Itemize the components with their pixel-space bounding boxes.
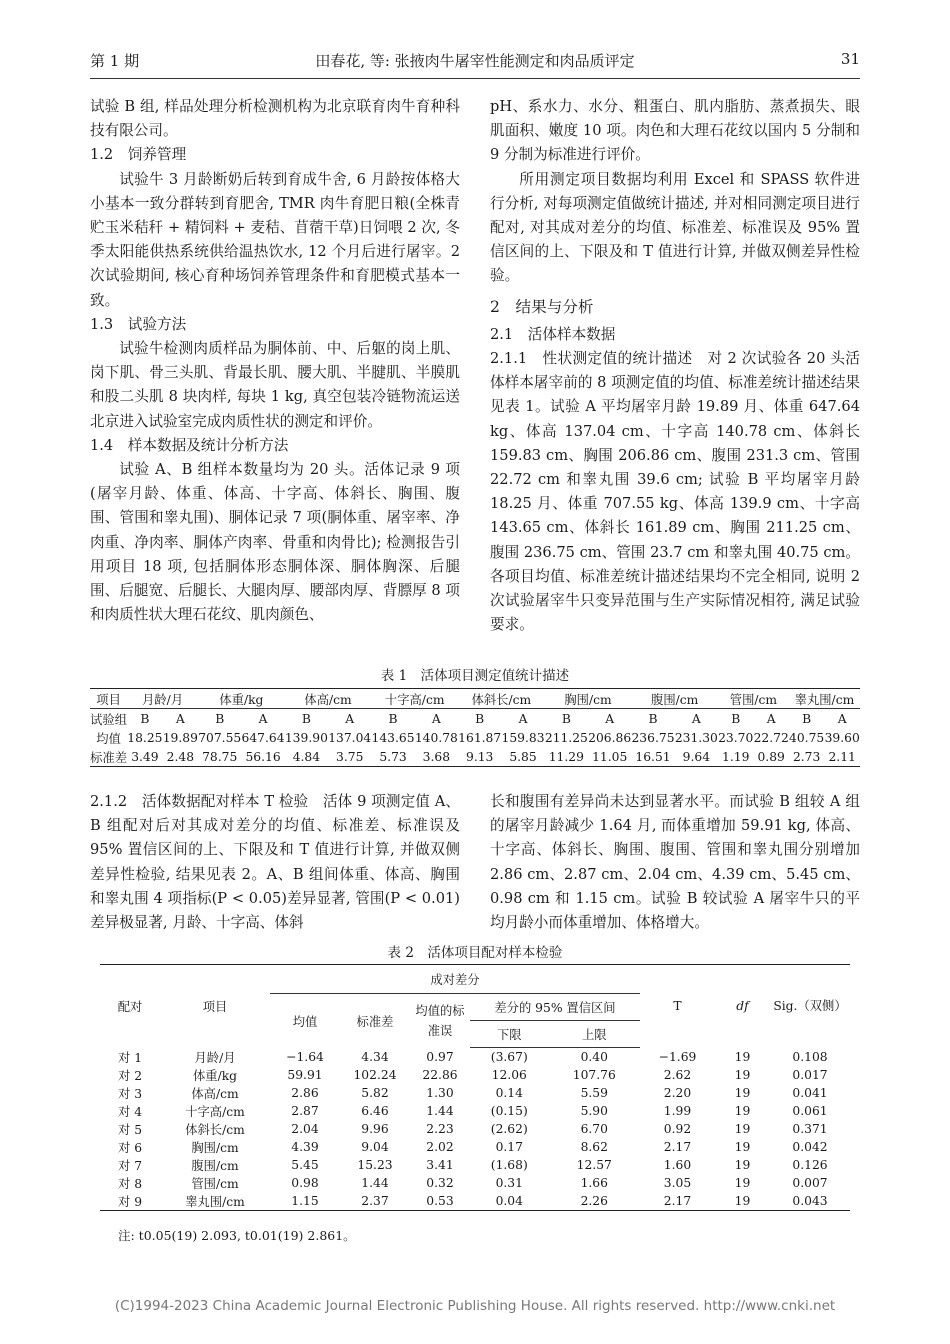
table-cell: 体斜长/cm [185,1123,245,1137]
table-cell: (2.62) [490,1122,528,1136]
table2-note: 注: t0.05(19) 2.093, t0.01(19) 2.861。 [118,1228,356,1243]
table-cell: 9.04 [361,1140,389,1154]
table-cell: 月龄/月 [127,689,198,709]
t2-h-sig: Sig.（双侧） [770,965,850,1048]
table-cell: −1.64 [286,1049,324,1064]
table-cell: 12.06 [491,1068,527,1082]
table-cell: 2.17 [663,1140,692,1154]
paragraph: pH、系水力、水分、粗蛋白、肌内脂肪、蒸煮损失、眼肌面积、嫩度 10 项。肉色和大理石花纹以国内 5 分制和 9 分制为标准进行评价。 [490,98,860,164]
table-cell: 均值 [96,731,121,746]
table-cell: 对 6 [117,1141,143,1155]
table-cell: 0.04 [470,1192,549,1211]
table-cell: 11.05 [588,747,631,767]
section-heading: 1.2 饲养管理 [90,146,187,164]
table-cell: 9.96 [361,1122,389,1136]
table-cell: 对 1 [117,1050,143,1065]
table-cell: 5.45 [291,1158,319,1172]
table-cell: 40.75 [789,730,825,745]
table-cell: 3.75 [328,747,371,767]
table-cell: 161.87 [458,730,502,745]
table-cell: 0.126 [792,1158,828,1172]
table2-caption: 表 2 活体项目配对样本检验 [387,945,563,961]
table-cell: 39.60 [824,730,860,745]
t2-h-df: df [715,965,770,1048]
table-cell: 十字高/cm [185,1105,245,1119]
paragraph: 试验 A、B 组样本数量均为 20 头。活体记录 9 项(屠宰月龄、体重、体高、十字高、体斜长、胸围、腹围、管围和睾丸围)、胴体记录 7 项(胴体重、屠宰率、净肉重、净肉率、胴体产肉率、骨重和肉骨比); 检测报告引用项目 18 项, 包括胴体形态胴体深、胴体胸深、后腿围、后腿宽、后腿长、大腿肉厚、腰部肉厚、背膘厚 8 项和肉质性状大理石花纹、肌肉颜色、 [90,461,460,624]
table-cell: 3.05 [663,1176,692,1190]
t2-h-lo: 下限 [470,1021,549,1048]
table-cell: 0.98 [291,1176,319,1190]
table-row [100,1174,850,1192]
table-cell: 1.66 [580,1176,608,1190]
table-cell: 0.061 [792,1104,828,1118]
table-cell: 19 [734,1049,751,1064]
table-cell: 107.76 [572,1068,616,1082]
table-cell: A [837,711,847,726]
table-cell: A [258,711,268,726]
left-column-2 [90,790,460,935]
paragraph: 试验牛检测肉质样品为胴体前、中、后躯的岗上肌、岗下肌、骨三头肌、背最长肌、腰大肌、半腱肌、半膜肌和股二头肌 8 块肉样, 每块 1 kg, 真空包装冷链物流运送北京进入试验室完成肉质性状的测定和评价。 [90,340,460,430]
paragraph: 试验 B 组, 样品处理分析检测机构为北京联育肉牛育种科技有限公司。 [90,98,460,140]
table-cell: 0.31 [495,1176,523,1190]
table-cell: 707.55 [198,730,242,745]
t2-h-pair: 配对 [100,965,160,1048]
table-cell: A [691,711,701,726]
table-cell: B [215,711,225,726]
right-column-2 [490,790,860,935]
table-cell: 体高/cm [285,689,372,709]
table-cell: 56.16 [241,747,284,767]
paragraph: 长和腹围有差异尚未达到显著水平。而试验 B 组较 A 组的屠宰月龄减少 1.64 月, 而体重增加 59.91 kg, 体高、十字高、体斜长、胸围、腹围、管围和睾丸围分别增加 2.86 cm、2.87 cm、2.04 cm、4.39 cm、5.45 cm、0.98 cm 和 1.15 cm。试验 B 较试验 A 屠宰牛只的平均月龄小而体重增加、体格增大。 [490,793,860,932]
table-cell: 6.70 [580,1122,608,1136]
table-cell: (3.67) [490,1050,528,1064]
table-cell: 对 3 [117,1087,143,1101]
table-cell: 体重/kg [192,1069,238,1083]
table-cell: 3.49 [127,747,162,767]
table-cell: A [175,711,185,726]
table-cell: 0.92 [663,1122,692,1136]
table-cell: 胸围/cm [191,1141,239,1155]
table-cell: 0.97 [426,1049,454,1064]
issue-number: 第 1 期 [90,52,140,70]
table-cell: 6.46 [361,1104,389,1118]
table-cell: 0.043 [770,1192,850,1211]
table-cell: 0.53 [410,1192,470,1211]
copyright-footer: (C)1994-2023 China Academic Journal Electronic Publishing House. All rights reserved. http://www.cnki.net [114,1298,836,1314]
paragraph: 2.1.2 活体数据配对样本 T 检验 活体 9 项测定值 A、B 组配对后对其成对差分的均值、标准差、标准误及 95% 置信区间的上、下限及和 T 值进行计算, 并做双侧差异性检验, 结果见表 2。A、B 组间体重、体高、胸围和睾丸围 4 项指标(P < 0.05)差异显著, 管围(P < 0.01)差异极显著, 月龄、十字高、体斜 [90,793,460,932]
table-cell: 管围/cm [191,1177,239,1191]
table-cell: 0.108 [792,1049,828,1064]
table-row [100,1102,850,1120]
table-cell: 1.15 [270,1192,340,1211]
table-cell: 3.41 [426,1158,454,1172]
table-cell: 十字高/cm [371,689,458,709]
table-cell: 睾丸围/cm [789,689,860,709]
left-column [90,95,460,627]
table-cell: 19 [734,1140,751,1154]
table-cell: 140.78 [414,730,458,745]
table-cell: B [731,711,741,726]
table-cell: 0.40 [580,1050,608,1064]
table-cell: 159.83 [501,730,545,745]
paragraph: 2.1.1 性状测定值的统计描述 对 2 次试验各 20 头活体样本屠宰前的 8 项测定值的均值、标准差统计描述结果见表 1。试验 A 平均屠宰月龄 19.89 月、体重 647.64 kg、体高 137.04 cm、十字高 140.78 cm、体斜长 159.83 cm、胸围 206.86 cm、腹围 231.3 cm、管围 22.72 cm 和睾丸围 39.6 cm; 试验 B 平均屠宰月龄 18.25 月、体重 707.55 kg、体高 139.9 cm、十字高 143.65 cm、体斜长 161.89 cm、胸围 211.25 cm、腹围 236.75 cm、管围 23.7 cm 和睾丸围 40.75 cm。各项目均值、标准差统计描述结果均不完全相同, 说明 2 次试验屠宰牛只变异范围与生产实际情况相符, 满足试验要求。 [490,350,860,634]
table-cell: 0.017 [792,1068,828,1082]
table-cell: B [475,711,485,726]
table2 [100,964,850,1211]
table-cell: A [518,711,528,726]
table-cell: 5.59 [580,1086,608,1100]
table-cell: 腹围/cm [631,689,718,709]
table-cell: 0.042 [792,1140,828,1154]
table-cell: 胸围/cm [545,689,632,709]
t2-h-sd: 标准差 [356,1014,394,1029]
table-cell: 2.26 [549,1192,640,1211]
table-cell: 19 [734,1122,751,1136]
table-row [100,1138,850,1156]
table1-caption: 表 1 活体项目测定值统计描述 [380,668,570,684]
table-cell: 0.32 [426,1176,454,1190]
table-cell: (1.68) [490,1158,528,1172]
table-cell: 139.90 [284,730,328,745]
table-cell: 2.02 [426,1140,454,1154]
table-cell: 2.23 [426,1122,454,1136]
table-row [90,728,860,747]
table-cell: B [561,711,571,726]
table-cell: 19 [734,1086,751,1100]
table-cell: 5.73 [371,747,414,767]
table-cell: 19.89 [162,730,198,745]
table-cell: 体斜长/cm [458,689,545,709]
running-header [90,50,860,80]
table-cell: 22.86 [422,1068,458,1082]
table-cell: 1.30 [426,1086,454,1100]
section-heading: 1.4 样本数据及统计分析方法 [90,436,289,454]
table-cell: 0.17 [495,1140,523,1154]
table-cell: 15.23 [357,1158,393,1172]
table-row [90,689,860,709]
table-cell: 对 4 [117,1105,143,1119]
table-cell: 4.39 [291,1140,319,1154]
table-cell: 腹围/cm [191,1159,239,1173]
table-cell: 体高/cm [191,1087,239,1101]
table-cell: 8.62 [580,1140,608,1154]
table-cell: 211.25 [544,730,588,745]
table-cell: 78.75 [198,747,241,767]
t2-h-se: 均值的标准误 [415,1003,465,1038]
table-cell: 5.82 [361,1086,389,1100]
table-row [100,1120,850,1138]
table-row [90,747,860,767]
table-cell: 对 7 [117,1159,143,1173]
table-cell: 1.44 [426,1104,454,1118]
table-row [100,1048,850,1067]
table-cell: 3.68 [415,747,458,767]
table-cell: A [431,711,441,726]
table-cell: 18.25 [127,730,163,745]
t2-h-hi: 上限 [549,1021,640,1048]
table-cell: 睾丸围/cm [160,1192,270,1211]
header-rule [90,78,860,79]
table-row [100,1156,850,1174]
table-cell: B [388,711,398,726]
table-cell: 1.60 [663,1158,692,1172]
section-heading: 2 结果与分析 [490,297,594,316]
table-cell: 2.17 [640,1192,715,1211]
table-cell: 231.30 [674,730,718,745]
t2-h-ci: 差分的 95% 置信区间 [470,994,640,1021]
paragraph: 所用测定项目数据均利用 Excel 和 SPASS 软件进行分析, 对每项测定值做统计描述, 并对相同测定项目进行配对, 对其成对差分的均值、标准差、标准误及 95% 置信区间的上、下限及和 T 值进行计算, 并做双侧差异性检验。 [490,170,860,285]
table-cell: 2.04 [291,1122,319,1136]
table-cell: 19 [734,1158,751,1172]
table-cell: 143.65 [371,730,415,745]
table-row [100,1192,850,1211]
table1 [90,688,860,767]
table-cell: 1.19 [718,747,753,767]
header-title: 田春花, 等: 张掖肉牛屠宰性能测定和肉品质评定 [315,52,635,70]
table-cell: 对 2 [117,1069,143,1083]
table-cell: 22.72 [753,730,789,745]
table-cell: 9.64 [675,747,718,767]
table-row [100,1084,850,1102]
table-cell: 2.48 [163,747,198,767]
table-cell: 102.24 [353,1068,397,1082]
table-cell: 0.371 [792,1122,828,1136]
table-cell: B [802,711,812,726]
table-cell: (0.15) [490,1104,528,1118]
table-cell: 月龄/月 [194,1050,236,1065]
table-cell: 206.86 [588,730,632,745]
table-cell: 1.44 [361,1176,389,1190]
table-cell: 标准差 [90,747,127,767]
table-cell: 11.29 [545,747,588,767]
table-cell: 2.73 [789,747,824,767]
table-cell: 2.37 [340,1192,410,1211]
table-cell: 2.86 [291,1086,319,1100]
table-row [90,709,860,729]
table-row [100,1066,850,1084]
table-cell: 23.70 [718,730,754,745]
table-cell: 对 8 [117,1177,143,1191]
table-cell: 2.62 [663,1068,692,1082]
section-heading: 2.1 活体样本数据 [490,325,616,343]
table-cell: B [301,711,311,726]
table-cell: 5.85 [501,747,544,767]
t2-h-diff: 成对差分 [270,965,640,994]
table-cell: 1.99 [663,1104,692,1118]
table-cell: −1.69 [658,1049,697,1064]
table-cell: 项目 [90,689,127,709]
table-cell: 19 [734,1104,751,1118]
table-cell: 137.04 [328,730,372,745]
t2-h-t: T [640,965,715,1048]
table-cell: 4.84 [285,747,328,767]
table-cell: A [605,711,615,726]
t2-h-mean: 均值 [292,1014,318,1029]
table-cell: 0.89 [753,747,788,767]
table-cell: 0.14 [495,1086,523,1100]
table-cell: 对 9 [100,1192,160,1211]
table-cell: 2.87 [291,1104,319,1118]
table-cell: A [766,711,776,726]
page-number: 31 [840,50,860,68]
table-cell: 0.007 [792,1176,828,1190]
table-cell: 4.34 [361,1049,389,1064]
table-cell: 12.57 [576,1158,612,1172]
section-heading: 1.3 试验方法 [90,315,187,333]
table-cell: 19 [734,1068,751,1082]
right-column [490,95,860,637]
table-cell: 2.11 [824,747,860,767]
table-cell: 对 5 [117,1123,143,1137]
table-cell: 19 [715,1192,770,1211]
table-cell: B [140,711,150,726]
table-cell: 0.041 [792,1086,828,1100]
table-cell: 59.91 [287,1068,323,1082]
table-cell: 9.13 [458,747,501,767]
table-cell: 2.20 [663,1086,692,1100]
table-cell: 16.51 [631,747,674,767]
table-cell: A [345,711,355,726]
table-cell: 19 [734,1176,751,1190]
table-cell: 试验组 [90,712,128,727]
table-cell: 647.64 [241,730,285,745]
table-cell: 管围/cm [718,689,789,709]
paragraph: 试验牛 3 月龄断奶后转到育成牛舍, 6 月龄按体格大小基本一致分群转到育肥舍, TMR 肉牛育肥日粮(全株青贮玉米秸秆 + 精饲料 + 麦秸、苜蓿干草)日饲喂 2 次, 冬季太阳能供热系统供给温热饮水, 12 个月后进行屠宰。2 次试验期间, 核心育种场饲养管理条件和育肥模式基本一致。 [90,170,460,309]
table-cell: 体重/kg [198,689,285,709]
t2-h-item: 项目 [160,965,270,1048]
table-cell: B [648,711,658,726]
table-cell: 236.75 [631,730,675,745]
table-cell: 5.90 [580,1104,608,1118]
